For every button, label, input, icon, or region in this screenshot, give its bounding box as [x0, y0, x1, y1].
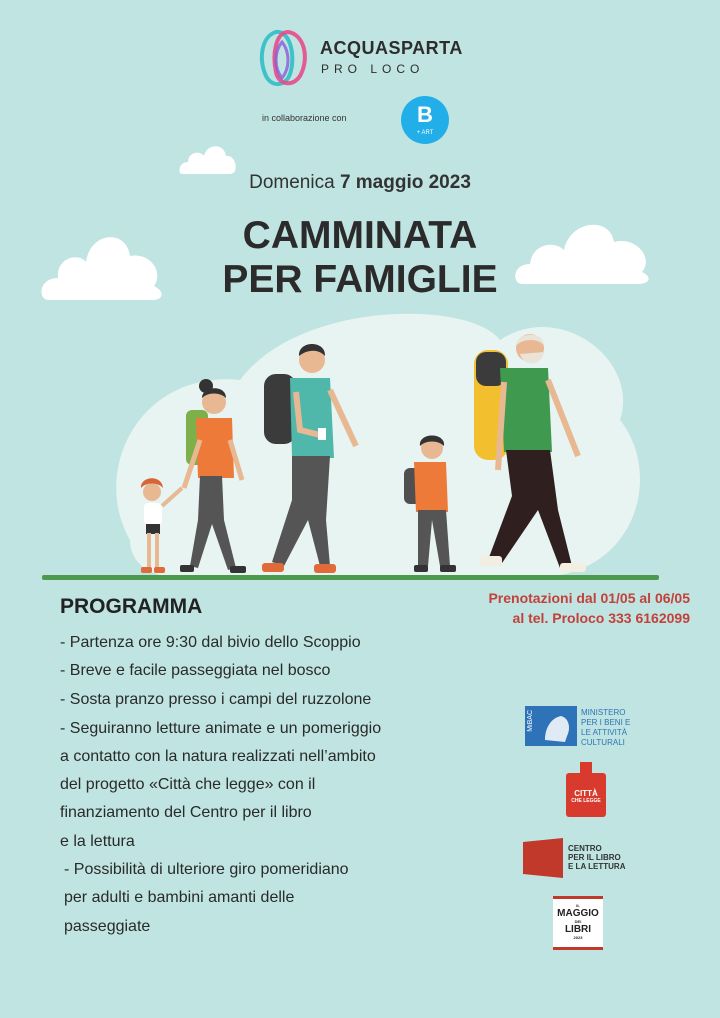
booking-line-1: Prenotazioni dal 01/05 al 06/05	[488, 590, 690, 606]
date-value: 7 maggio 2023	[339, 172, 471, 193]
partner-logo	[401, 96, 449, 144]
programma-line: finanziamento del Centro per il libro	[60, 804, 312, 821]
centro-line: E LA LETTURA	[568, 862, 626, 871]
maggio-dei-libri-logo	[553, 896, 603, 950]
programma-heading: PROGRAMMA	[60, 595, 203, 618]
partner-logo-letter: B	[417, 102, 433, 127]
pro-loco-logo-icon	[256, 28, 312, 90]
partner-logo-sub: + ART	[416, 130, 434, 136]
mibac-line: PER I BENI E	[581, 718, 631, 727]
centro-line: PER IL LIBRO	[568, 853, 621, 862]
programma-line: - Breve e facile passeggiata nel bosco	[60, 662, 331, 679]
programma-line: - Seguiranno letture animate e un pomeriggio	[60, 720, 382, 737]
centro-libro-text	[568, 844, 625, 871]
booking-info	[488, 588, 690, 628]
programma-line: a contatto con la natura realizzati nell’ambito	[60, 748, 376, 765]
programma-line: - Partenza ore 9:30 dal bivio dello Scoppio	[60, 634, 361, 651]
event-title	[0, 214, 720, 302]
programma-line: - Sosta pranzo presso i campi del ruzzolone	[60, 691, 372, 708]
maggio-line: 2023	[573, 935, 583, 940]
mibac-text	[581, 708, 630, 748]
mibac-side-text: MiBAC	[527, 710, 534, 732]
event-date	[0, 172, 720, 194]
centro-line: CENTRO	[568, 844, 602, 853]
mibac-line: CULTURALI	[581, 738, 625, 747]
programma-line: del progetto «Città che legge» con il	[60, 776, 316, 793]
maggio-line: LIBRI	[564, 924, 592, 935]
brand-name: ACQUASPARTA	[320, 38, 463, 58]
programma-line: e la lettura	[60, 833, 135, 850]
programma-line: passeggiate	[64, 918, 151, 935]
booking-line-2: al tel. Proloco 333 6162099	[512, 610, 690, 626]
maggio-line: DEI	[574, 919, 582, 924]
programma-line: - Possibilità di ulteriore giro pomeridiano	[64, 861, 349, 878]
programma-line: per adulti e bambini amanti delle	[64, 889, 295, 906]
title-line-1: CAMMINATA	[242, 214, 478, 257]
citta-che-legge-logo	[566, 773, 606, 817]
maggio-line: IL	[576, 903, 580, 908]
family-hiking-illustration	[0, 290, 720, 580]
collaboration-text: in collaborazione con	[262, 113, 347, 123]
citta-title: CITTÀ	[574, 789, 598, 798]
centro-libro-icon	[523, 838, 563, 878]
maggio-line: MAGGIO	[557, 908, 599, 919]
ground-line	[42, 575, 659, 580]
title-line-2: PER FAMIGLIE	[222, 258, 498, 301]
mibac-line: MINISTERO	[581, 708, 626, 717]
brand-subtitle: PRO LOCO	[321, 62, 425, 76]
date-prefix: Domenica	[249, 172, 335, 193]
citta-sub: CHE LEGGE	[571, 798, 601, 804]
mibac-line: LE ATTIVITÀ	[581, 728, 628, 737]
mibac-emblem	[525, 706, 577, 746]
